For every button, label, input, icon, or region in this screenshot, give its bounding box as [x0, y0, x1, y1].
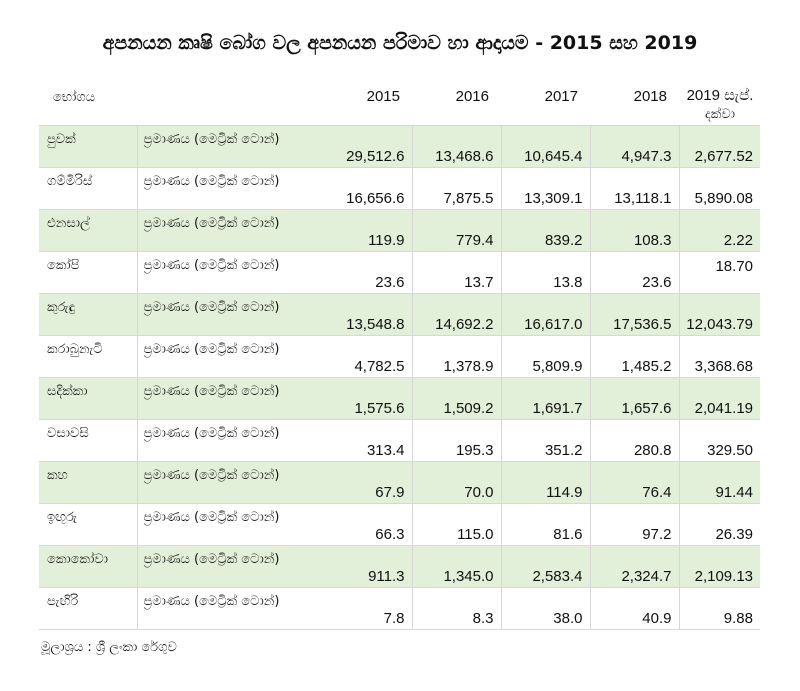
value-cell: 13,548.8: [323, 294, 412, 336]
value-cell: 16,656.6: [323, 168, 412, 210]
value-cell: 70.0: [412, 462, 501, 504]
value-cell: 14,692.2: [412, 294, 501, 336]
value-cell: 18.70: [679, 252, 760, 294]
value-cell: 13,309.1: [501, 168, 590, 210]
header-unit: [137, 78, 323, 126]
header-row: [39, 78, 760, 126]
value-cell: 7.8: [323, 588, 412, 630]
value-cell: 66.3: [323, 504, 412, 546]
unit-label: ප්‍රමාණය (මෙට්‍රික් ටොන්): [137, 504, 323, 546]
value-cell: 4,782.5: [323, 336, 412, 378]
value-cell: 10,645.4: [501, 126, 590, 168]
value-cell: 8.3: [412, 588, 501, 630]
value-cell: 1,691.7: [501, 378, 590, 420]
crop-name: එනසාල්: [39, 210, 137, 252]
value-cell: 4,947.3: [590, 126, 679, 168]
value-cell: 2,677.52: [679, 126, 760, 168]
header-crop: භෝගය: [53, 90, 96, 105]
header-year-2017: 2017: [544, 88, 578, 105]
unit-label: ප්‍රමාණය (මෙට්‍රික් ටොන්): [137, 420, 323, 462]
value-cell: 329.50: [679, 420, 760, 462]
crop-name: සදික්කා: [39, 378, 137, 420]
unit-label: ප්‍රමාණය (මෙට්‍රික් ටොන්): [137, 210, 323, 252]
value-cell: 13.7: [412, 252, 501, 294]
value-cell: 7,875.5: [412, 168, 501, 210]
value-cell: 2,324.7: [590, 546, 679, 588]
value-cell: 9.88: [679, 588, 760, 630]
value-cell: 12,043.79: [679, 294, 760, 336]
table-row: [39, 336, 760, 378]
value-cell: 839.2: [501, 210, 590, 252]
value-cell: 38.0: [501, 588, 590, 630]
value-cell: 1,575.6: [323, 378, 412, 420]
value-cell: 29,512.6: [323, 126, 412, 168]
crop-name: ගම්මිරිස්: [39, 168, 137, 210]
unit-label: ප්‍රමාණය (මෙට්‍රික් ටොන්): [137, 546, 323, 588]
table-row: [39, 420, 760, 462]
value-cell: 67.9: [323, 462, 412, 504]
value-cell: 81.6: [501, 504, 590, 546]
table-row: [39, 462, 760, 504]
export-table: [39, 78, 760, 630]
value-cell: 91.44: [679, 462, 760, 504]
unit-label: ප්‍රමාණය (මෙට්‍රික් ටොන්): [137, 378, 323, 420]
unit-label: ප්‍රමාණය (මෙට්‍රික් ටොන්): [137, 588, 323, 630]
value-cell: 13.8: [501, 252, 590, 294]
value-cell: 119.9: [323, 210, 412, 252]
value-cell: 1,378.9: [412, 336, 501, 378]
crop-name: කෝපි: [39, 252, 137, 294]
unit-label: ප්‍රමාණය (මෙට්‍රික් ටොන්): [137, 126, 323, 168]
value-cell: 911.3: [323, 546, 412, 588]
value-cell: 115.0: [412, 504, 501, 546]
value-cell: 313.4: [323, 420, 412, 462]
export-table-container: [39, 78, 760, 630]
table-row: [39, 168, 760, 210]
value-cell: 76.4: [590, 462, 679, 504]
crop-name: කුරුඳු: [39, 294, 137, 336]
table-row: [39, 504, 760, 546]
header-year-2015: 2015: [366, 88, 400, 105]
value-cell: 108.3: [590, 210, 679, 252]
value-cell: 1,657.6: [590, 378, 679, 420]
crop-name: ඉඟුරු: [39, 504, 137, 546]
value-cell: 1,509.2: [412, 378, 501, 420]
value-cell: 5,809.9: [501, 336, 590, 378]
value-cell: 280.8: [590, 420, 679, 462]
unit-label: ප්‍රමාණය (මෙට්‍රික් ටොන්): [137, 168, 323, 210]
value-cell: 23.6: [590, 252, 679, 294]
value-cell: 17,536.5: [590, 294, 679, 336]
value-cell: 779.4: [412, 210, 501, 252]
value-cell: 351.2: [501, 420, 590, 462]
table-row: [39, 588, 760, 630]
value-cell: 3,368.68: [679, 336, 760, 378]
table-header: [39, 78, 760, 126]
source-note: මූලාශ්‍රය : ශ්‍රී ලංකා රේගුව: [41, 640, 177, 655]
table-row: [39, 294, 760, 336]
header-year-2019: [679, 78, 760, 126]
table-row: [39, 252, 760, 294]
header-year-2016: 2016: [455, 88, 489, 105]
table-body: [39, 126, 760, 630]
value-cell: 40.9: [590, 588, 679, 630]
value-cell: 195.3: [412, 420, 501, 462]
crop-name: පුවක්: [39, 126, 137, 168]
value-cell: 2.22: [679, 210, 760, 252]
value-cell: 1,345.0: [412, 546, 501, 588]
crop-name: කොකෝවා: [39, 546, 137, 588]
header-year-2019-label: 2019 සැප්.: [686, 87, 754, 104]
unit-label: ප්‍රමාණය (මෙට්‍රික් ටොන්): [137, 252, 323, 294]
value-cell: 114.9: [501, 462, 590, 504]
table-row: [39, 378, 760, 420]
value-cell: 2,041.19: [679, 378, 760, 420]
header-year-2019-sub: දක්වා: [705, 107, 735, 122]
unit-label: ප්‍රමාණය (මෙට්‍රික් ටොන්): [137, 462, 323, 504]
crop-name: කරාබුනැටි: [39, 336, 137, 378]
crop-name: වසාවසි: [39, 420, 137, 462]
value-cell: 5,890.08: [679, 168, 760, 210]
value-cell: 1,485.2: [590, 336, 679, 378]
page-title: අපනයන කෘෂි බෝග වල අපනයන පරිමාව හා ආදායම - 2015 සහ 2019: [102, 32, 698, 54]
value-cell: 16,617.0: [501, 294, 590, 336]
value-cell: 13,468.6: [412, 126, 501, 168]
crop-name: පැඟිරි: [39, 588, 137, 630]
value-cell: 23.6: [323, 252, 412, 294]
crop-name: කහ: [39, 462, 137, 504]
value-cell: 13,118.1: [590, 168, 679, 210]
value-cell: 2,109.13: [679, 546, 760, 588]
table-row: [39, 210, 760, 252]
value-cell: 97.2: [590, 504, 679, 546]
table-row: [39, 126, 760, 168]
header-year-2018: 2018: [633, 88, 667, 105]
table-row: [39, 546, 760, 588]
unit-label: ප්‍රමාණය (මෙට්‍රික් ටොන්): [137, 294, 323, 336]
unit-label: ප්‍රමාණය (මෙට්‍රික් ටොන්): [137, 336, 323, 378]
value-cell: 26.39: [679, 504, 760, 546]
value-cell: 2,583.4: [501, 546, 590, 588]
